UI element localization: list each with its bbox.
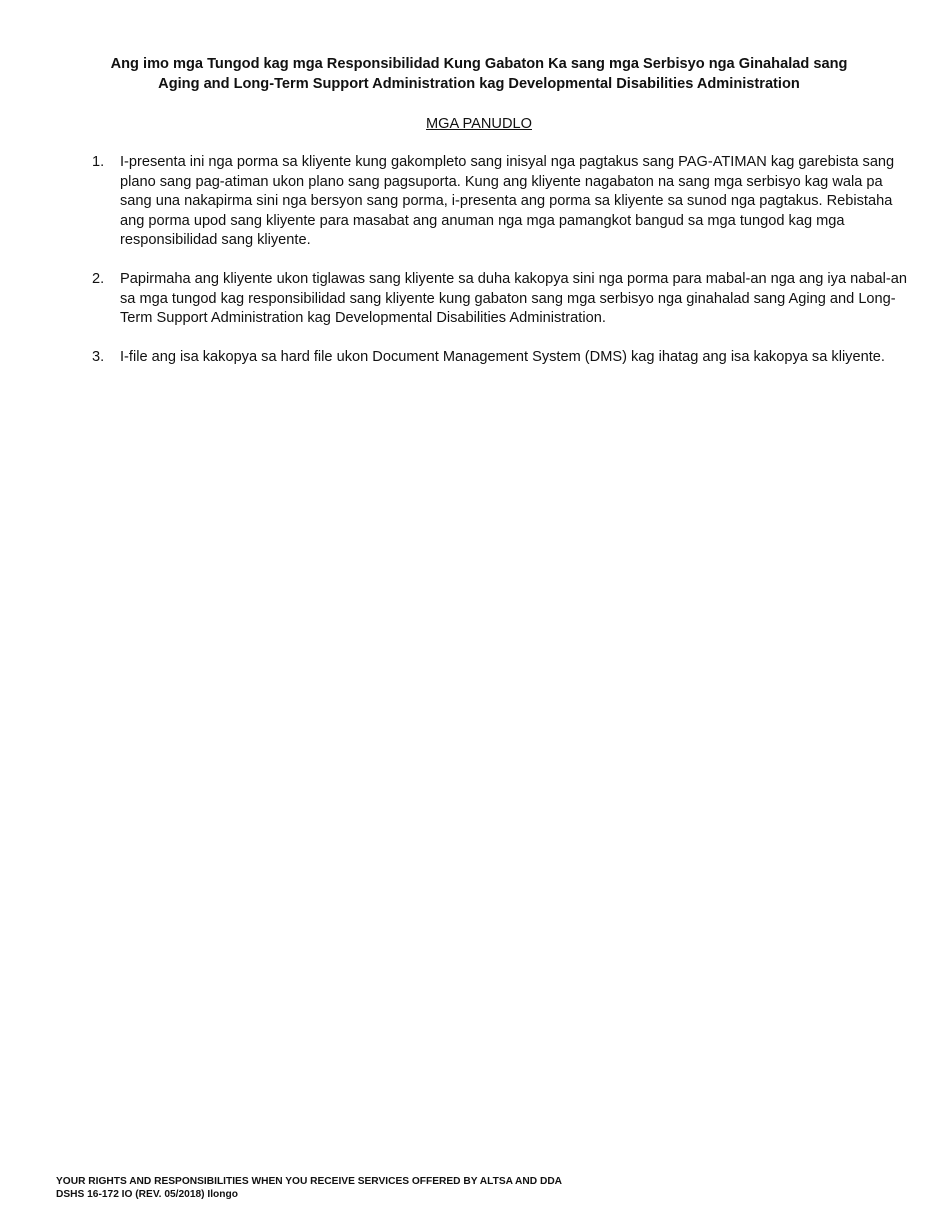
instructions-list — [90, 153, 910, 387]
instruction-item-1 — [90, 153, 910, 251]
instruction-item-3 — [90, 348, 910, 368]
document-footer — [56, 1176, 562, 1201]
instruction-text: I-file ang isa kakopya sa hard file ukon Document Management System (DMS) kag ihatag ang isa kakopya sa kliyente. — [120, 349, 885, 365]
instruction-text: I-presenta ini nga porma sa kliyente kung gakompleto sang inisyal nga pagtakus sang PAG-ATIMAN kag garebista sang plano sang pag-atiman ukon plano sang pagsuporta. Kung ang kliyente nagabaton na sang mga serbisyo kag wala pa sang una nakapirma sini nga bersyon sang porma, i-presenta ang porma sa kliyente sa sunod nga pagtakus. Rebistaha ang porma upod sang kliyente para masabat ang anuman nga mga pamangkot bangud sa mga tungod kag mga responsibilidad sang kliyente. — [120, 154, 895, 248]
instruction-item-2 — [90, 270, 910, 329]
footer-form-number: DSHS 16-172 IO (REV. 05/2018) Ilongo — [56, 1188, 238, 1200]
section-heading: MGA PANUDLO — [426, 116, 532, 132]
document-title-line-2: Aging and Long-Term Support Administration kag Developmental Disabilities Administration — [158, 75, 800, 92]
document-title — [60, 55, 898, 94]
footer-form-title: YOUR RIGHTS AND RESPONSIBILITIES WHEN YOU RECEIVE SERVICES OFFERED BY ALTSA AND DDA — [56, 1176, 563, 1187]
instruction-text: Papirmaha ang kliyente ukon tiglawas sang kliyente sa duha kakopya sini nga porma para mabal-an nga ang iya nabal-an sa mga tungod kag responsibilidad sang kliyente kung gabaton sang mga serbisyo nga ginahalad sang Aging and Long-Term Support Administration kag Developmental Disabilities Administration. — [120, 271, 907, 326]
document-title-line-1: Ang imo mga Tungod kag mga Responsibilidad Kung Gabaton Ka sang mga Serbisyo nga Ginahalad sang — [110, 56, 848, 72]
instruction-number: 1. — [92, 154, 105, 170]
instruction-number: 3. — [92, 349, 105, 365]
instruction-number: 2. — [92, 271, 105, 287]
